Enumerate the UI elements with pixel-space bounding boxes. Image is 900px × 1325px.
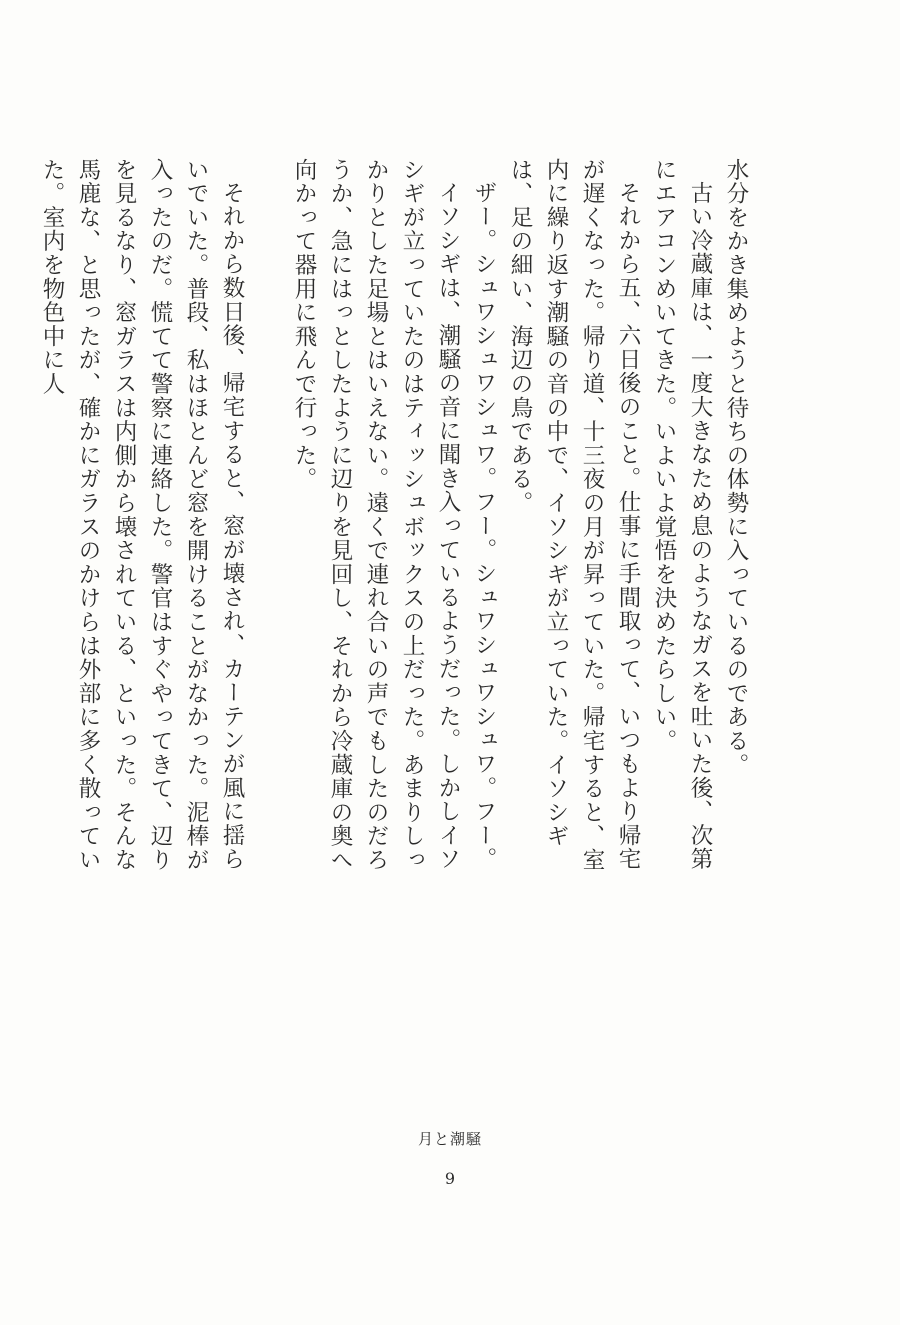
paragraph-1: 水分をかき集めようと待ちの体勢に入っているのである。	[723, 158, 749, 777]
vertical-text-body	[39, 158, 754, 878]
running-title: 月と潮騒	[417, 1130, 482, 1148]
page-number: 9	[444, 1169, 456, 1188]
section-break	[250, 158, 286, 878]
paragraph-2: 古い冷蔵庫は、一度大きなため息のようなガスを吐いた後、次第にエアコンめいてきた。いよいよ覚悟を決めたらしい。	[651, 158, 713, 871]
paragraph-4: ザー。シュワシュワシュワ。フー。シュワシュワシュワ。フー。	[471, 180, 497, 871]
paragraph-3: それから五、六日後のこと。仕事に手間取って、いつもより帰宅が遅くなった。帰り道、十三夜の月が昇っていた。帰宅すると、室内に繰り返す潮騒の音の中で、イソシギが立っていた。イソシギは、足の細い、海辺の鳥である。	[507, 158, 641, 872]
paragraph-5: イソシギは、潮騒の音に聞き入っているようだった。しかしイソシギが立っていたのはティッシュボックスの上だった。あまりしっかりとした足場とはいえない。遠くで連れ合いの声でもしたのだろうか、急にはっとしたように辺りを見回し、それから冷蔵庫の奥へ向かって器用に飛んで行った。	[291, 158, 461, 872]
paragraph-6: それから数日後、帰宅すると、窓が壊され、カーテンが風に揺らいでいた。普段、私はほとんど窓を開けることがなかった。泥棒が入ったのだ。慌てて警察に連絡した。警官はすぐやってきて、辺りを見るなり、窓ガラスは内側から壊されている、といった。そんな馬鹿な、と思ったが、確かにガラスのかけらは外部に多く散っていた。室内を物色中に人	[39, 158, 245, 872]
